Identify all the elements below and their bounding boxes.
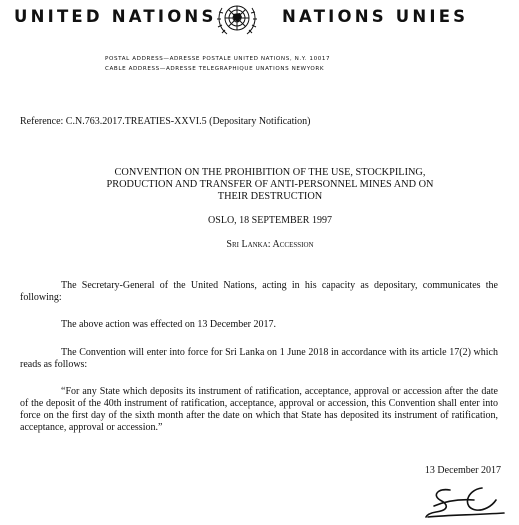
signature-icon [424,482,506,522]
depositary-action: Sri Lanka: Accession [226,239,314,250]
un-emblem-icon [213,0,261,40]
paragraph-entry-into-force: The Convention will enter into force for Sri Lanka on 1 June 2018 in accordance with its article 17(2) which reads as follows: [20,347,498,370]
convention-title-line: PRODUCTION AND TRANSFER OF ANTI-PERSONNEL MINES AND ON [106,178,434,190]
letterhead-name-en: UNITED NATIONS [14,7,217,26]
place-date: OSLO, 18 SEPTEMBER 1997 [208,215,332,226]
postal-address: POSTAL ADDRESS—ADRESSE POSTALE UNITED NATIONS, N.Y. 10017 [105,56,331,62]
reference-line: Reference: C.N.763.2017.TREATIES-XXVI.5 (Depositary Notification) [20,116,311,127]
cable-address: CABLE ADDRESS—ADRESSE TELEGRAPHIQUE UNATIONS NEWYORK [105,66,325,72]
convention-title-line: THEIR DESTRUCTION [217,190,323,202]
article-quote: “For any State which deposits its instrument of ratification, acceptance, approval or accession after the date of the deposit of the 40th instrument of ratification, acceptance, approval or accession, this Convention shall enter into force on the first day of the sixth month after the date on which that State has deposited its instrument of ratification, acceptance, approval or accession.” [20,386,498,433]
letterhead-name-fr: NATIONS UNIES [282,7,469,26]
document-date: 13 December 2017 [424,465,501,476]
convention-title [40,167,500,202]
convention-title-line: CONVENTION ON THE PROHIBITION OF THE USE, STOCKPILING, [114,167,426,178]
paragraph-communication: The Secretary-General of the United Nations, acting in his capacity as depositary, communicates the following: [20,280,498,303]
paragraph-effected: The above action was effected on 13 December 2017. [61,319,277,330]
